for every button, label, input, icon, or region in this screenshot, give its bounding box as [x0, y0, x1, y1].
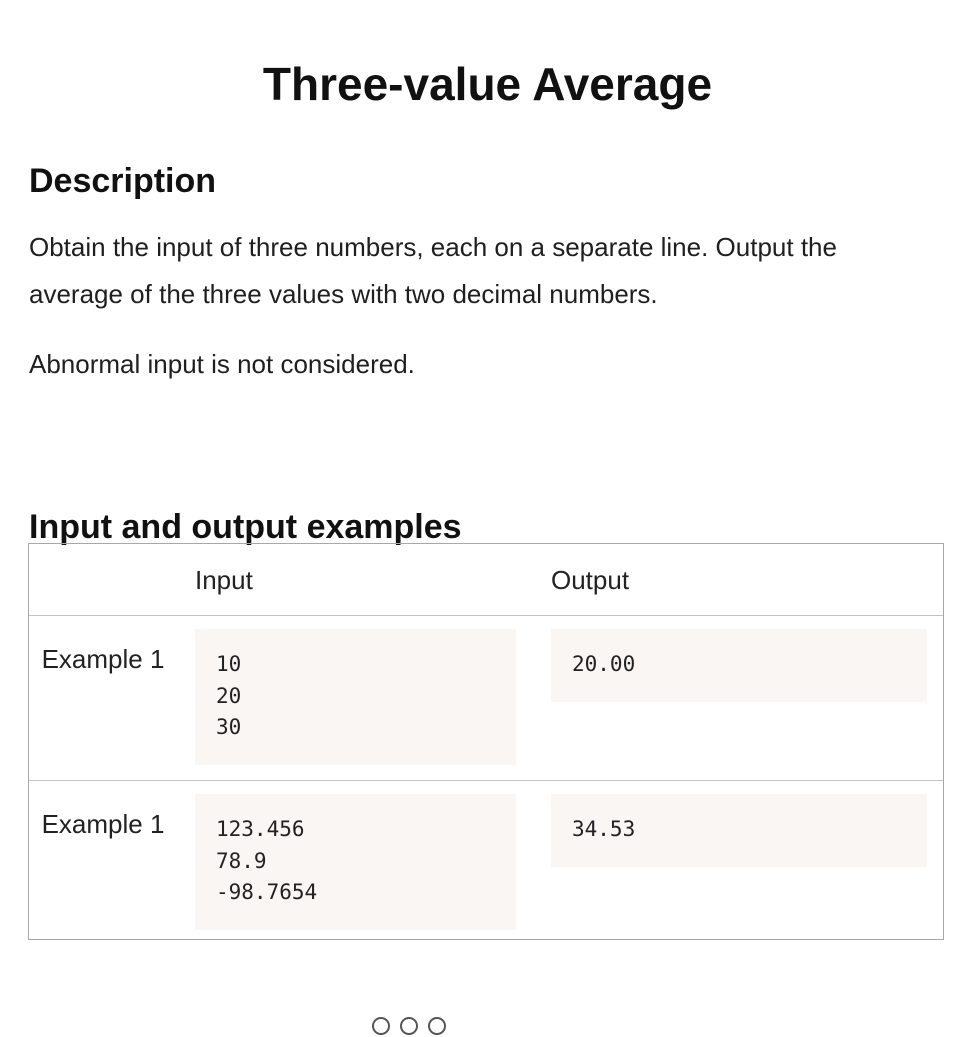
output-line: 20.00 [572, 652, 636, 676]
input-line: 123.456 [216, 817, 305, 841]
input-line: 10 [216, 652, 242, 676]
more-dots-icon[interactable] [372, 1017, 452, 1037]
examples-heading: Input and output examples [29, 508, 462, 547]
description-note: Abnormal input is not considered. [29, 349, 415, 379]
input-line: 78.9 [216, 848, 267, 873]
input-column-header: Input [195, 565, 253, 595]
input-line: 20 [216, 683, 242, 708]
description-heading: Description [29, 162, 217, 201]
table-header-row [29, 544, 943, 616]
example-input-block [195, 794, 516, 930]
example-output-block [551, 629, 927, 702]
example-row [29, 616, 943, 781]
output-line: 34.53 [572, 817, 636, 841]
example-label: Example 1 [41, 644, 165, 674]
input-line: 30 [216, 715, 242, 739]
example-output-block [551, 794, 927, 867]
description-paragraph: Obtain the input of three numbers, each on a separate line. Output the average of the three values with two decimal numbers. [29, 232, 837, 309]
input-line: -98.7654 [216, 880, 318, 904]
page-title: Three-value Average [262, 57, 713, 110]
example-input-block [195, 629, 516, 765]
examples-table [28, 543, 944, 940]
example-row [29, 781, 943, 939]
example-label: Example 1 [41, 809, 165, 839]
output-column-header: Output [551, 565, 630, 595]
